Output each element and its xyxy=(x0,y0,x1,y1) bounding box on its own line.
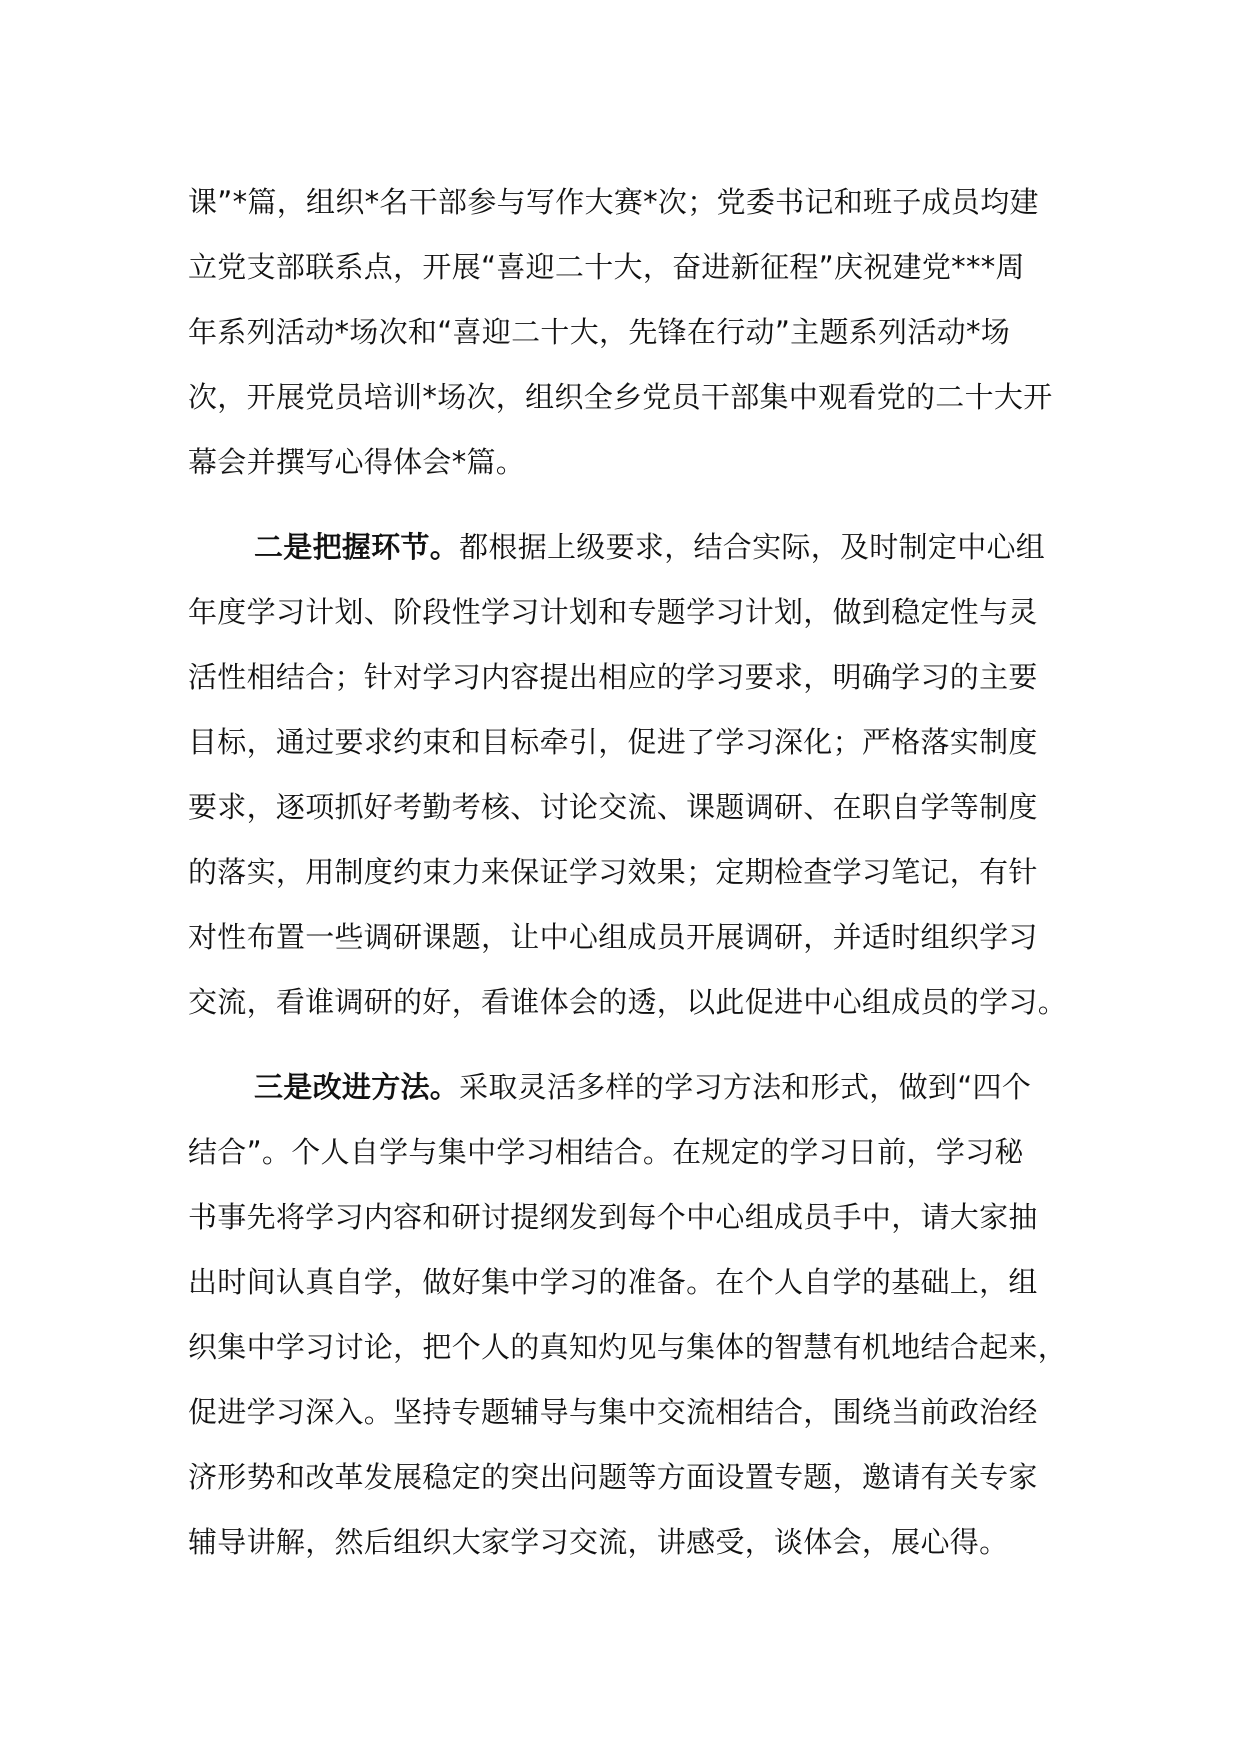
text-line: 年系列活动*场次和“喜迎二十大，先锋在行动”主题系列活动*场 xyxy=(188,315,1011,349)
text-line: 对性布置一些调研课题，让中心组成员开展调研，并适时组织学习 xyxy=(188,920,1038,954)
text-line xyxy=(188,1055,1078,1120)
text-line: 书事先将学习内容和研讨提纲发到每个中心组成员手中，请大家抽 xyxy=(188,1200,1038,1234)
text-line: 辅导讲解，然后组织大家学习交流，讲感受，谈体会，展心得。 xyxy=(188,1525,1009,1559)
paragraph-improve-methods xyxy=(188,1055,1078,1575)
text-line: 目标，通过要求约束和目标牵引，促进了学习深化；严格落实制度 xyxy=(188,725,1038,759)
text-line: 济形势和改革发展稳定的突出问题等方面设置专题，邀请有关专家 xyxy=(188,1460,1038,1494)
text-line: 要求，逐项抓好考勤考核、讨论交流、课题调研、在职自学等制度 xyxy=(188,790,1038,824)
text-line: 的落实，用制度约束力来保证学习效果；定期检查学习笔记，有针 xyxy=(188,855,1038,889)
paragraph-grasp-links xyxy=(188,515,1078,1035)
paragraph-lead-heading: 二是把握环节。 xyxy=(254,530,460,564)
text-line: 促进学习深入。坚持专题辅导与集中交流相结合，围绕当前政治经 xyxy=(188,1395,1038,1429)
document-page xyxy=(188,170,1078,1575)
text-line: 次，开展党员培训*场次，组织全乡党员干部集中观看党的二十大开 xyxy=(188,380,1053,414)
text-line-rest: 采取灵活多样的学习方法和形式，做到“四个 xyxy=(459,1070,1032,1104)
text-line: 课”*篇，组织*名干部参与写作大赛*次；党委书记和班子成员均建 xyxy=(188,185,1039,219)
text-line: 出时间认真自学，做好集中学习的准备。在个人自学的基础上，组 xyxy=(188,1265,1038,1299)
text-line xyxy=(188,515,1078,580)
text-line: 交流，看谁调研的好，看谁体会的透，以此促进中心组成员的学习。 xyxy=(188,985,1068,1019)
text-line: 活性相结合；针对学习内容提出相应的学习要求，明确学习的主要 xyxy=(188,660,1038,694)
text-line: 立党支部联系点，开展“喜迎二十大，奋进新征程”庆祝建党***周 xyxy=(188,250,1025,284)
text-line: 织集中学习讨论，把个人的真知灼见与集体的智慧有机地结合起来， xyxy=(188,1330,1068,1364)
text-line-rest: 都根据上级要求，结合实际，及时制定中心组 xyxy=(459,530,1046,564)
text-line: 结合”。个人自学与集中学习相结合。在规定的学习日前，学习秘 xyxy=(188,1135,1024,1169)
text-line: 年度学习计划、阶段性学习计划和专题学习计划，做到稳定性与灵 xyxy=(188,595,1038,629)
paragraph-activities xyxy=(188,170,1078,495)
paragraph-lead-heading: 三是改进方法。 xyxy=(254,1070,460,1104)
text-line: 幕会并撰写心得体会*篇。 xyxy=(188,445,526,479)
